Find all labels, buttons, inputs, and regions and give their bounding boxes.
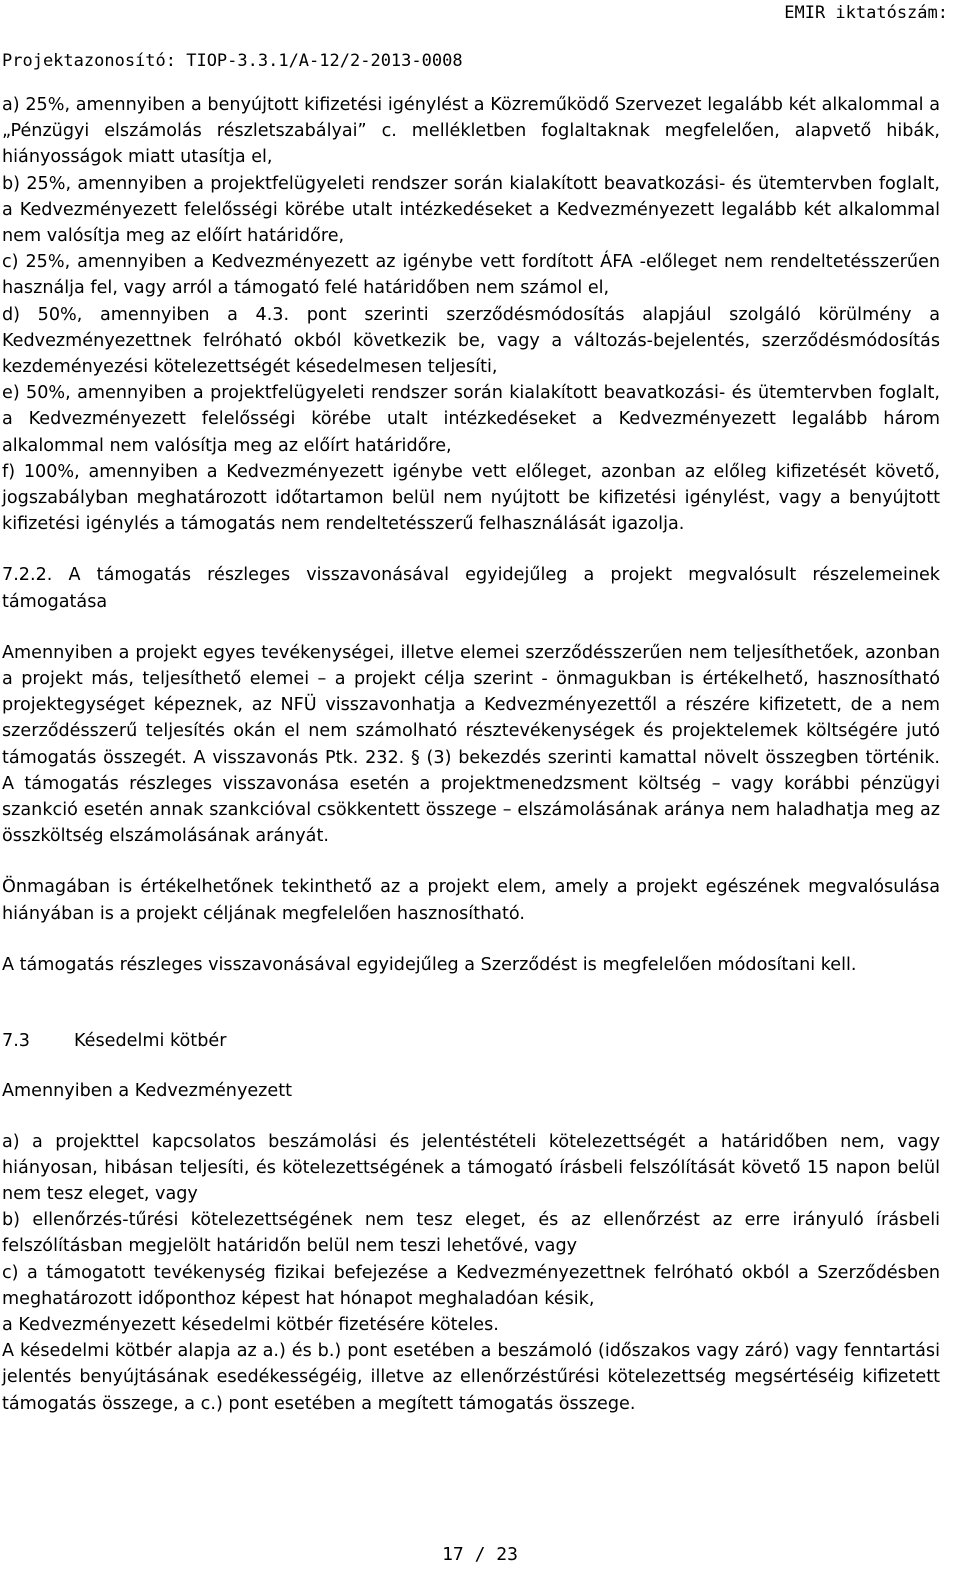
penalty-item-b: b) ellenőrzés-tűrési kötelezettségének nem tesz eleget, és az ellenőrzést az erre irányuló írásbeli felszólításban megjelölt határidőn belül nem teszi lehetővé, vagy [2, 1210, 940, 1257]
list-item-c: c) 25%, amennyiben a Kedvezményezett az igénybe vett fordított ÁFA -előleget nem rendeltetésszerűen használja fel, vagy arról a támogató felé határidőben nem számol el, [2, 252, 940, 299]
penalty-consequence: a Kedvezményezett késedelmi kötbér fizetésére köteles. [2, 1314, 499, 1335]
list-item-d: d) 50%, amennyiben a 4.3. pont szerinti szerződésmódosítás alapjául szolgáló körülmény a Kedvezményezettnek felróható okból következik be, vagy a változás-bejelentés, szerződésmódosítás kezdeményezési kötelezettségét késedelmesen teljesíti, [2, 304, 940, 378]
page-number: 17 / 23 [442, 1544, 518, 1565]
list-item-f: f) 100%, amennyiben a Kedvezményezett igénybe vett előleget, azonban az előleg kifizetését követő, jogszabályban meghatározott időtartamon belül nem nyújtott be kifizetési igénylést, vagy a benyújtott kifizetési igénylés a támogatás nem rendeltetésszerű felhasználását igazolja. [2, 461, 940, 535]
paragraph-self-standing-element: Önmagában is értékelhetőnek tekinthető az a projekt elem, amely a projekt egészének megvalósulása hiányában is a projekt céljának megfelelően hasznosítható. [2, 877, 940, 924]
section-heading-7-3 [2, 1028, 940, 1054]
paragraph-contract-modification: A támogatás részleges visszavonásával egyidejűleg a Szerződést is megfelelően módosítani kell. [2, 954, 857, 975]
document-body [2, 92, 940, 1417]
list-item-b: b) 25%, amennyiben a projektfelügyeleti rendszer során kialakított beavatkozási- és ütemtervben foglalt, a Kedvezményezett felelősségi körébe utalt intézkedéseket a Kedvezményezett legalább két alkalommal nem valósítja meg az előírt határidőre, [2, 173, 940, 247]
list-item-e: e) 50%, amennyiben a projektfelügyeleti rendszer során kialakított beavatkozási- és ütemtervben foglalt, a Kedvezményezett felelősségi körébe utalt intézkedéseket a Kedvezményezett legalább három alkalommal nem valósítja meg az előírt határidőre, [2, 383, 940, 456]
paragraph-partial-withdrawal: Amennyiben a projekt egyes tevékenységei, illetve elemei szerződésszerűen nem teljesíthetőek, azonban a projekt más, teljesíthető elemei – a projekt célja szerint - önmagukban is értékelhető, hasznosítható projektegységet képeznek, az NFÜ visszavonhatja a Kedvezményezettől a részére kifizetett, de a nem szerződésszerű teljesítés okán el nem számolható résztevékenységek és projektelemek költségére jutó támogatás összegét. A visszavonás Ptk. 232. § (3) bekezdés szerinti kamattal növelt összegben történik. A támogatás részleges visszavonása esetén a projektmenedzsment költség – vagy korábbi pénzügyi szankció esetén annak szankcióval csökkentett összege – elszámolásának aránya nem haladhatja meg az összköltség elszámolásának arányát. [2, 642, 940, 847]
penalty-basis: A késedelmi kötbér alapja az a.) és b.) pont esetében a beszámoló (időszakos vagy záró) vagy fenntartási jelentés benyújtásának esedékességéig, illetve az ellenőrzéstűrési kötelezettség megsértéséig kifizetett támogatás összege, a c.) pont esetében a megített támogatás összege. [2, 1341, 940, 1414]
penalty-item-c: c) a támogatott tevékenység fizikai befejezése a Kedvezményezettnek felróható okból a Szerződésben meghatározott időponthoz képest hat hónapot meghaladóan késik, [2, 1262, 940, 1309]
list-item-a: a) 25%, amennyiben a benyújtott kifizetési igénylést a Közreműködő Szervezet legalább két alkalommal a „Pénzügyi elszámolás részletszabályai” c. mellékletben foglaltaknak megfelelően, alapvető hibák, hiányosságok miatt utasítja el, [2, 95, 940, 168]
emir-header-label: EMIR iktatószám: [784, 3, 948, 23]
section-number: 7.3 [2, 1031, 30, 1052]
section-intro: Amennyiben a Kedvezményezett [2, 1081, 293, 1102]
penalty-item-a: a) a projekttel kapcsolatos beszámolási és jelentéstételi kötelezettségét a határidőben nem, vagy hiányosan, hibásan teljesíti, és kötelezettségének a támogató írásbeli felszólítását követő 15 napon belül nem tesz eleget, vagy [2, 1131, 940, 1204]
section-heading-7-2-2: 7.2.2. A támogatás részleges visszavonásával egyidejűleg a projekt megvalósult részelemeinek támogatása [2, 565, 940, 612]
project-id-header: Projektazonosító: TIOP-3.3.1/A-12/2-2013-0008 [2, 51, 463, 71]
section-title: Késedelmi kötbér [74, 1031, 227, 1052]
